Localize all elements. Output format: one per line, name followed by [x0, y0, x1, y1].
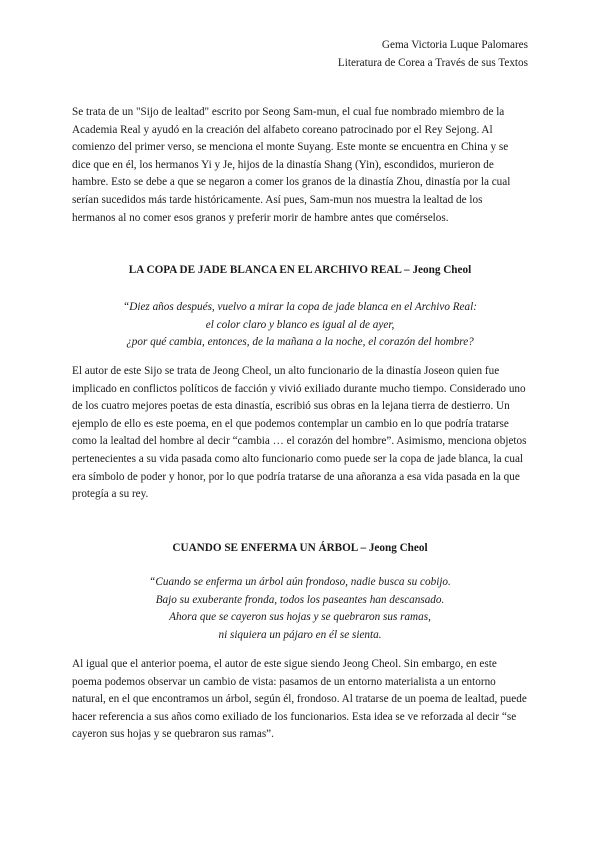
poem-line: ¿por qué cambia, entonces, de la mañana a la noche, el corazón del hombre? [126, 336, 474, 349]
poem-jade-cup [72, 299, 528, 352]
paragraph-intro: Se trata de un "Sijo de lealtad" escrito por Seong Sam-mun, el cual fue nombrado miembro de la Academia Real y ayudó en la creación del alfabeto coreano patrocinado por el Rey Sejong. Al comienzo del primer verso, se menciona el monte Suyang. Este monte se encuentra en China y se dice que en él, los hermanos Yi y Je, hijos de la dinastía Shang (Yin), escondidos, murieron de hambre. Esto se debe a que se negaron a comer los granos de la dinastía Zhou, dinastía por la cual serían sucedidos más tarde históricamente. Así pues, Sam-mun nos muestra la lealtad de los hermanos al no comer esos granos y preferir morir de hambre antes que comérselos. [72, 106, 511, 224]
poem-line: Bajo su exuberante fronda, todos los paseantes han descansado. [155, 593, 445, 606]
page-header [338, 37, 528, 72]
poem-line: el color claro y blanco es igual al de ayer, [205, 318, 395, 331]
paragraph-sick-tree-analysis: Al igual que el anterior poema, el autor de este sigue siendo Jeong Cheol. Sin embargo, en este poema podemos observar un cambio de vista: pasamos de un entorno materialista a un entorno natural, en el que encontramos un árbol, según él, frondoso. Al tratarse de un poema de lealtad, puede hacer referencia a sus años como exiliado de los funcionarios. Esta idea se ve reforzada al decir “se cayeron sus hojas y se quebraron sus ramas”. [72, 658, 527, 741]
poem-line: “Diez años después, vuelvo a mirar la copa de jade blanca en el Archivo Real: [123, 301, 477, 313]
author-name: Gema Victoria Luque Palomares [381, 39, 528, 51]
poem-line: ni siquiera un pájaro en él se sienta. [218, 628, 382, 641]
heading-jade-cup: LA COPA DE JADE BLANCA EN EL ARCHIVO REAL – Jeong Cheol [128, 264, 472, 276]
poem-line: Ahora que se cayeron sus hojas y se quebraron sus ramas, [169, 611, 431, 624]
heading-sick-tree: CUANDO SE ENFERMA UN ÁRBOL – Jeong Cheol [172, 542, 428, 554]
course-title: Literatura de Corea a Través de sus Textos [337, 56, 528, 69]
poem-sick-tree [72, 574, 528, 644]
paragraph-jade-cup-analysis: El autor de este Sijo se trata de Jeong Cheol, un alto funcionario de la dinastía Joseon quien fue implicado en conflictos políticos de facción y vivió exiliado durante mucho tiempo. Considerado uno de los cuatro mejores poetas de esta dinastía, escribió sus obras en la lejana tierra de destierro. Un ejemplo de ello es este poema, en el que podemos contemplar un cambio en lo que podría tratarse como la lealtad del hombre al decir “cambia … el corazón del hombre”. Asimismo, menciona objetos pertenecientes a su vida pasada como alto funcionario como puede ser la copa de jade blanca, la cual era símbolo de poder y honor, por lo que podría tratarse de una añoranza a esa vida pasada en la que protegía a su rey. [72, 365, 527, 501]
poem-line: “Cuando se enferma un árbol aún frondoso, nadie busca su cobijo. [149, 576, 451, 588]
